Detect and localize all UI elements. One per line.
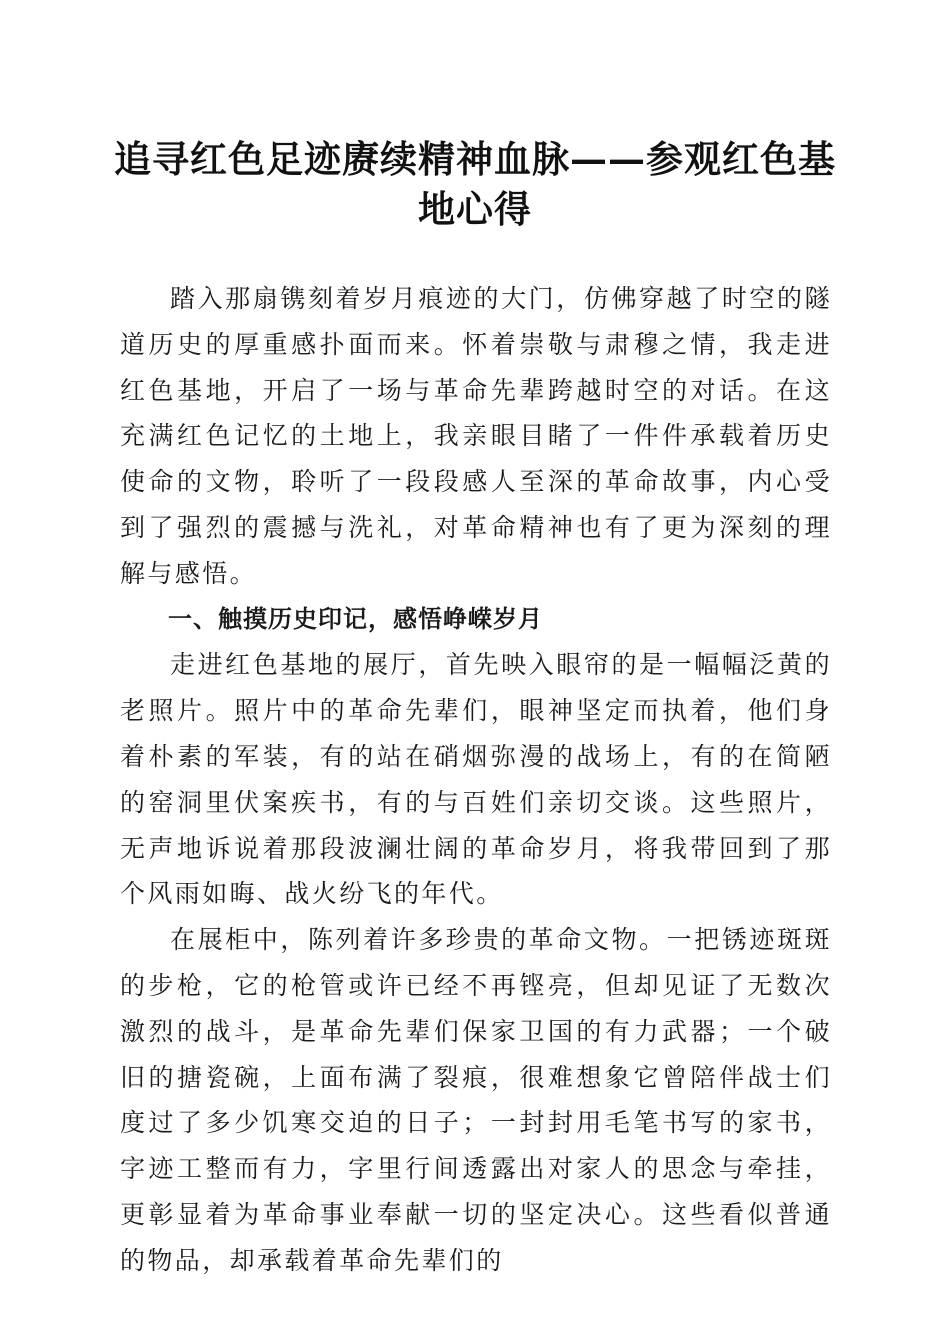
document-title: 追寻红色足迹赓续精神血脉——参观红色基地心得 xyxy=(114,137,836,231)
body-paragraph: 在展柜中，陈列着许多珍贵的革命文物。一把锈迹斑斑的步枪，它的枪管或许已经不再铿亮，但却见证了无数次激烈的战斗，是革命先辈们保家卫国的有力武器；一个破旧的搪瓷碗，上面布满了裂痕，很难想象它曾陪伴战士们度过了多少饥寒交迫的日子；一封封用毛笔书写的家书，字迹工整而有力，字里行间透露出对家人的思念与牵挂，更彰显着为革命事业奉献一切的坚定决心。这些看似普通的物品，却承载着革命先辈们的 xyxy=(120,925,832,1275)
document-body xyxy=(120,276,832,1284)
section-heading: 一、触摸历史印记，感悟峥嵘岁月 xyxy=(168,604,543,633)
body-paragraph: 走进红色基地的展厅，首先映入眼帘的是一幅幅泛黄的老照片。照片中的革命先辈们，眼神坚定而执着，他们身着朴素的军装，有的站在硝烟弥漫的战场上，有的在简陋的窑洞里伏案疾书，有的与百姓们亲切交谈。这些照片，无声地诉说着那段波澜壮阔的革命岁月，将我带回到了那个风雨如晦、战火纷飞的年代。 xyxy=(120,650,832,909)
intro-paragraph: 踏入那扇镌刻着岁月痕迹的大门，仿佛穿越了时空的隧道历史的厚重感扑面而来。怀着崇敬与肃穆之情，我走进红色基地，开启了一场与革命先辈跨越时空的对话。在这充满红色记忆的土地上，我亲眼目睹了一件件承载着历史使命的文物，聆听了一段段感人至深的革命故事，内心受到了强烈的震撼与洗礼，对革命精神也有了更为深刻的理解与感悟。 xyxy=(120,284,832,588)
